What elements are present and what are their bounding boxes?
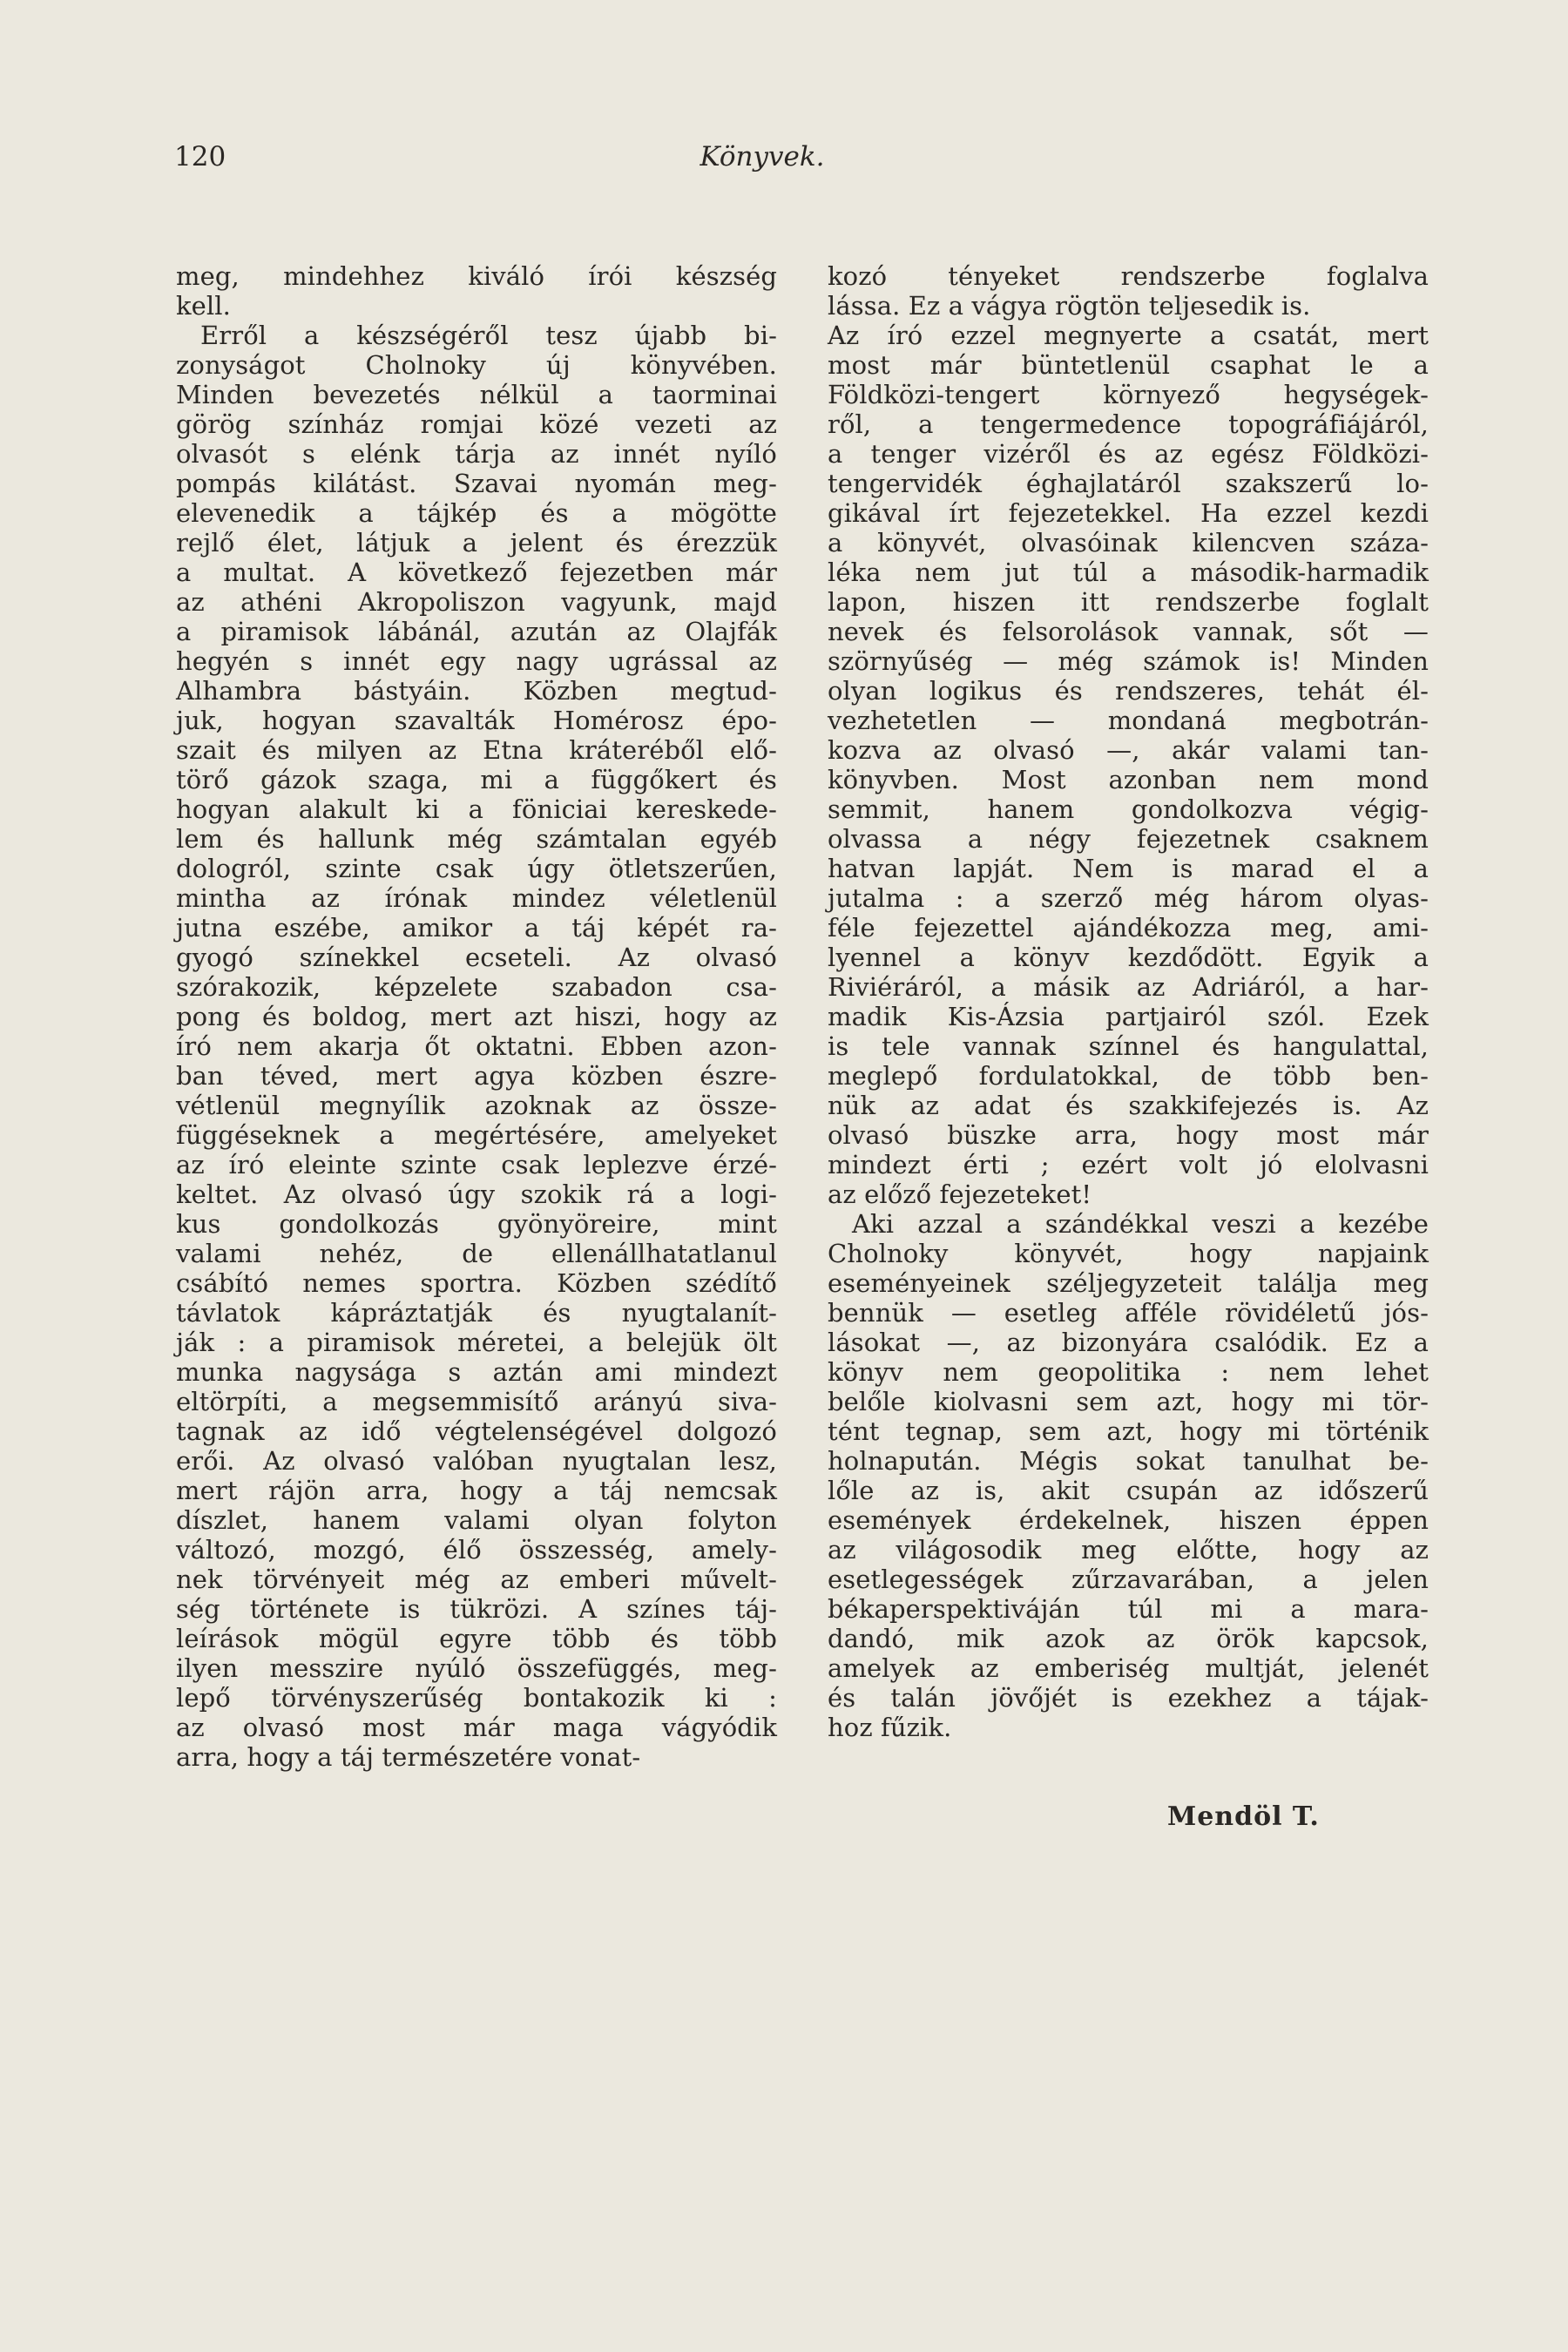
text-line: keltet. Az olvasó úgy szokik rá a logi- [176, 1179, 777, 1209]
text-line: is tele vannak színnel és hangulattal, [828, 1031, 1429, 1061]
text-line: ban téved, mert agya közben észre- [176, 1061, 777, 1091]
text-line: eseményeinek széljegyzeteit találja meg [828, 1268, 1429, 1298]
text-line: leírások mögül egyre több és több [176, 1624, 777, 1653]
text-line: dandó, mik azok az örök kapcsok, [828, 1624, 1429, 1653]
page-number: 120 [174, 141, 226, 172]
text-line: gikával írt fejezetekkel. Ha ezzel kezdi [828, 498, 1429, 528]
text-line: meg, mindehhez kiváló írói készség [176, 261, 777, 291]
text-line: az athéni Akropoliszon vagyunk, majd [176, 587, 777, 617]
text-line: arra, hogy a táj természetére vonat- [176, 1742, 641, 1772]
text-line: holnapután. Mégis sokat tanulhat be- [828, 1446, 1429, 1476]
text-line: Cholnoky könyvét, hogy napjaink [828, 1239, 1429, 1268]
running-title: Könyvek. [700, 141, 825, 172]
text-line: kozva az olvasó —, akár valami tan- [828, 735, 1429, 765]
text-line: vétlenül megnyílik azoknak az össze- [176, 1091, 777, 1120]
text-line: lőle az is, akit csupán az időszerű [828, 1476, 1429, 1505]
text-line: jutalma : a szerző még három olyas- [828, 883, 1429, 913]
text-line: léka nem jut túl a második-harmadik [828, 558, 1429, 587]
text-line: az olvasó most már maga vágyódik [176, 1713, 777, 1742]
text-line: hogyan alakult ki a föniciai kereskede- [176, 794, 777, 824]
left-column [176, 261, 777, 1772]
text-line: hoz fűzik. [828, 1713, 952, 1742]
text-line: nük az adat és szakkifejezés is. Az [828, 1091, 1429, 1120]
text-line: bennük — esetleg afféle rövidéletű jós- [828, 1298, 1429, 1328]
text-line: távlatok kápráztatják és nyugtalanít- [176, 1298, 777, 1328]
text-line: könyv nem geopolitika : nem lehet [828, 1357, 1429, 1387]
text-line: gyogó színekkel ecseteli. Az olvasó [176, 943, 777, 972]
text-line: valami nehéz, de ellenállhatatlanul [176, 1239, 777, 1268]
text-line: ről, a tengermedence topográfiájáról, [828, 409, 1429, 439]
text-line: olvasó büszke arra, hogy most már [828, 1120, 1429, 1150]
text-line: könyvben. Most azonban nem mond [828, 765, 1429, 794]
text-line: Az író ezzel megnyerte a csatát, mert [828, 321, 1429, 350]
text-line: dologról, szinte csak úgy ötletszerűen, [176, 854, 777, 883]
text-line: kell. [176, 291, 232, 321]
text-line: eltörpíti, a megsemmisítő arányú siva- [176, 1387, 777, 1416]
text-line: görög színház romjai közé vezeti az [176, 409, 777, 439]
text-line: vezhetetlen — mondaná megbotrán- [828, 706, 1429, 735]
text-line: díszlet, hanem valami olyan folyton [176, 1505, 777, 1535]
text-line: nevek és felsorolások vannak, sőt — [828, 617, 1429, 646]
text-line: pong és boldog, mert azt hiszi, hogy az [176, 1002, 777, 1031]
author-signature: Mendöl T. [1167, 1801, 1320, 1832]
text-line: változó, mozgó, élő összesség, amely- [176, 1535, 777, 1565]
text-line: zonyságot Cholnoky új könyvében. [176, 350, 777, 380]
text-line: az előző fejezeteket! [828, 1179, 1092, 1209]
text-line: elevenedik a tájkép és a mögötte [176, 498, 777, 528]
text-line: ség története is tükrözi. A színes táj- [176, 1594, 777, 1624]
text-line: esetlegességek zűrzavarában, a jelen [828, 1565, 1429, 1594]
text-line: a könyvét, olvasóinak kilencven száza- [828, 528, 1429, 558]
text-line: amelyek az emberiség multját, jelenét [828, 1653, 1429, 1683]
text-line: Alhambra bástyáin. Közben megtud- [176, 676, 777, 706]
text-line: mindezt érti ; ezért volt jó elolvasni [828, 1150, 1429, 1179]
text-line: kozó tényeket rendszerbe foglalva [828, 261, 1429, 291]
text-line: ilyen messzire nyúló összefüggés, meg- [176, 1653, 777, 1683]
text-line: lapon, hiszen itt rendszerbe foglalt [828, 587, 1429, 617]
text-line: és talán jövőjét is ezekhez a tájak- [828, 1683, 1429, 1713]
text-line: madik Kis-Ázsia partjairól szól. Ezek [828, 1002, 1429, 1031]
text-line: Riviéráról, a másik az Adriáról, a har- [828, 972, 1429, 1002]
text-line: mintha az írónak mindez véletlenül [176, 883, 777, 913]
text-line: szórakozik, képzelete szabadon csa- [176, 972, 777, 1002]
text-line: szörnyűség — még számok is! Minden [828, 646, 1429, 676]
text-line: tént tegnap, sem azt, hogy mi történik [828, 1416, 1429, 1446]
text-line: erői. Az olvasó valóban nyugtalan lesz, [176, 1446, 777, 1476]
text-line: író nem akarja őt oktatni. Ebben azon- [176, 1031, 777, 1061]
text-line: a tenger vizéről és az egész Földközi- [828, 439, 1429, 469]
text-line: függéseknek a megértésére, amelyeket [176, 1120, 777, 1150]
text-line: meglepő fordulatokkal, de több ben- [828, 1061, 1429, 1091]
text-line: lássa. Ez a vágya rögtön teljesedik is. [828, 291, 1311, 321]
text-line: tengervidék éghajlatáról szakszerű lo- [828, 469, 1429, 498]
right-column [828, 261, 1429, 1742]
text-line: Földközi-tengert környező hegységek- [828, 380, 1429, 409]
text-line: törő gázok szaga, mi a függőkert és [176, 765, 777, 794]
text-line: belőle kiolvasni sem azt, hogy mi tör- [828, 1387, 1429, 1416]
text-line: a multat. A következő fejezetben már [176, 558, 777, 587]
text-line: az író eleinte szinte csak leplezve érzé- [176, 1150, 777, 1179]
text-line: féle fejezettel ajándékozza meg, ami- [828, 913, 1429, 943]
text-line: a piramisok lábánál, azután az Olajfák [176, 617, 777, 646]
text-line: olvassa a négy fejezetnek csaknem [828, 824, 1429, 854]
text-line: Minden bevezetés nélkül a taorminai [176, 380, 777, 409]
text-line: lyennel a könyv kezdődött. Egyik a [828, 943, 1429, 972]
text-line: Erről a készségéről tesz újabb bi- [200, 321, 777, 350]
text-line: Aki azzal a szándékkal veszi a kezébe [852, 1209, 1429, 1239]
text-line: hatvan lapját. Nem is marad el a [828, 854, 1429, 883]
text-line: békaperspektiváján túl mi a mara- [828, 1594, 1429, 1624]
text-line: az világosodik meg előtte, hogy az [828, 1535, 1429, 1565]
text-line: most már büntetlenül csaphat le a [828, 350, 1429, 380]
text-line: pompás kilátást. Szavai nyomán meg- [176, 469, 777, 498]
text-line: nek törvényeit még az emberi művelt- [176, 1565, 777, 1594]
text-line: mert rájön arra, hogy a táj nemcsak [176, 1476, 777, 1505]
text-line: hegyén s innét egy nagy ugrással az [176, 646, 777, 676]
text-line: csábító nemes sportra. Közben szédítő [176, 1268, 777, 1298]
page-header [174, 135, 1350, 179]
text-line: kus gondolkozás gyönyöreire, mint [176, 1209, 777, 1239]
text-line: semmit, hanem gondolkozva végig- [828, 794, 1429, 824]
text-line: olvasót s elénk tárja az innét nyíló [176, 439, 777, 469]
text-line: olyan logikus és rendszeres, tehát él- [828, 676, 1429, 706]
text-line: szait és milyen az Etna kráteréből elő- [176, 735, 777, 765]
text-line: tagnak az idő végtelenségével dolgozó [176, 1416, 777, 1446]
text-line: események érdekelnek, hiszen éppen [828, 1505, 1429, 1535]
text-line: lepő törvényszerűség bontakozik ki : [176, 1683, 777, 1713]
text-line: ják : a piramisok méretei, a belejük ölt [176, 1328, 777, 1357]
text-line: lem és hallunk még számtalan egyéb [176, 824, 777, 854]
text-line: munka nagysága s aztán ami mindezt [176, 1357, 777, 1387]
text-line: juk, hogyan szavalták Homérosz épo- [176, 706, 777, 735]
text-line: lásokat —, az bizonyára csalódik. Ez a [828, 1328, 1429, 1357]
text-line: rejlő élet, látjuk a jelent és érezzük [176, 528, 777, 558]
text-line: jutna eszébe, amikor a táj képét ra- [176, 913, 777, 943]
